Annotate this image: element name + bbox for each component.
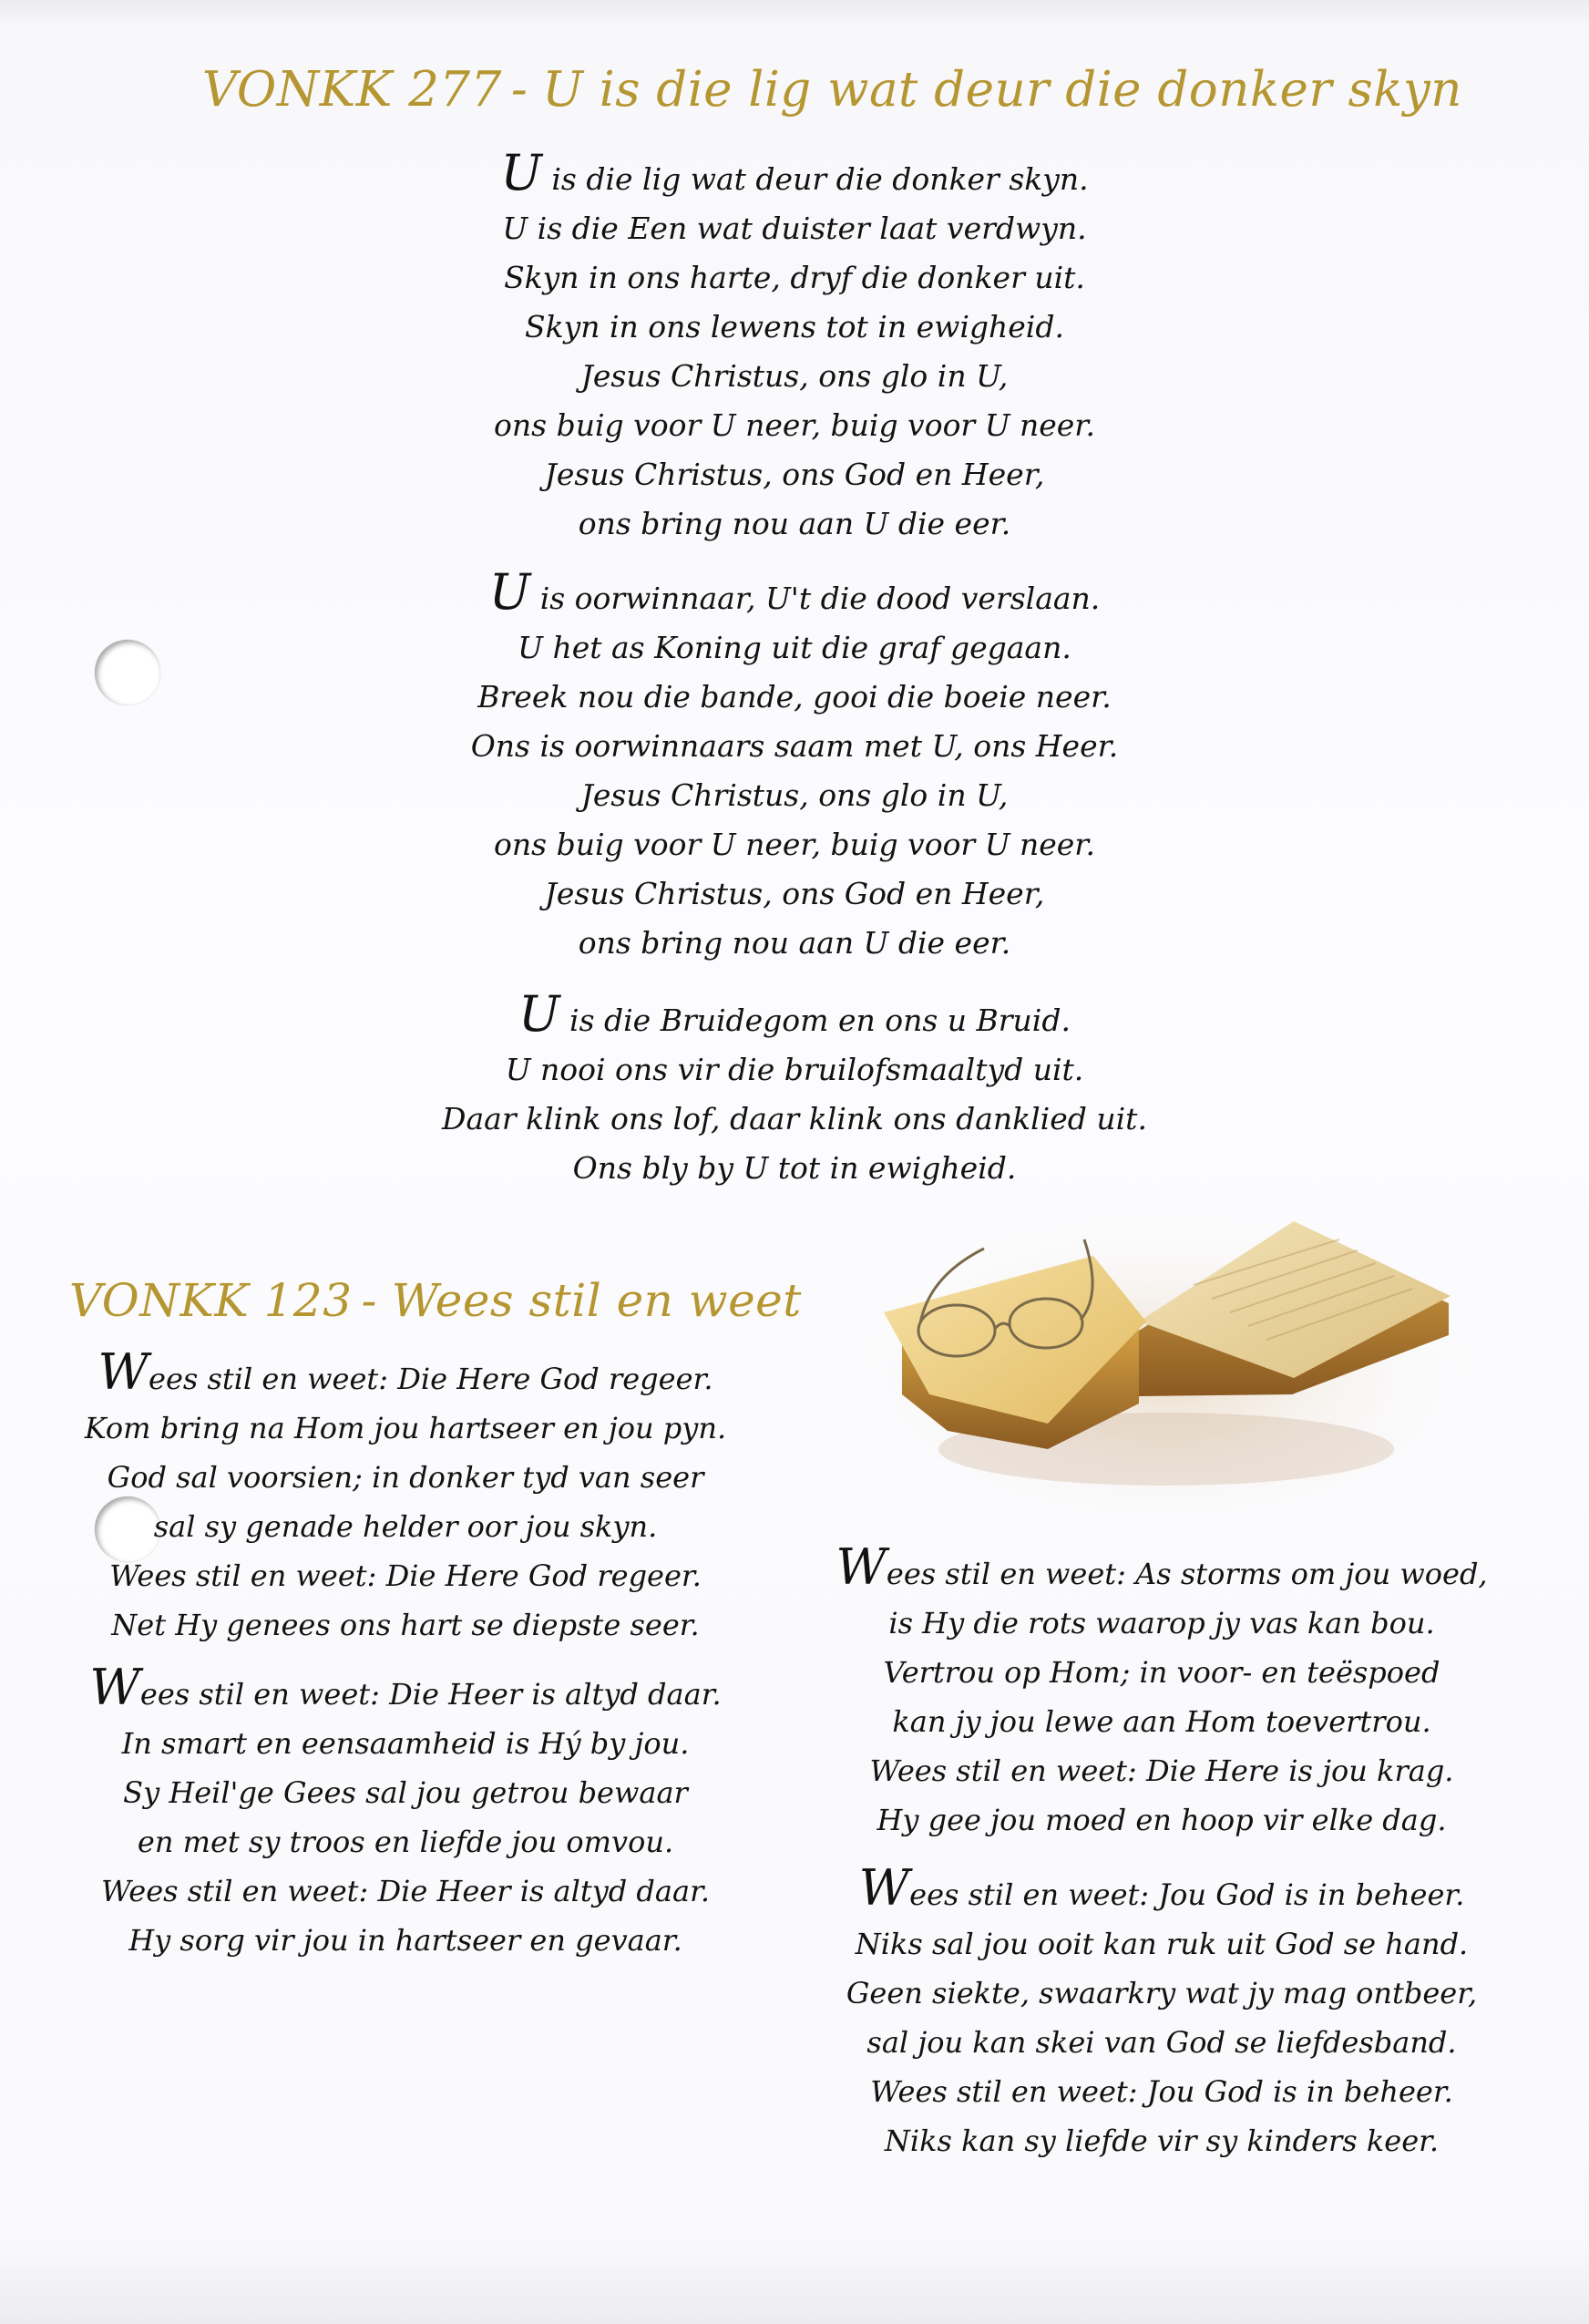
verse-line: Daar klink ons lof, daar klink ons danklied uit.	[442, 1101, 1147, 1136]
verse-line: Net Hy genees ons hart se diepste seer.	[111, 1608, 700, 1642]
verse-line: U nooi ons vir die bruilofsmaaltyd uit.	[505, 1052, 1084, 1087]
verse-line: ons bring nou aan U die eer.	[578, 506, 1011, 541]
hymn-123-verse-1	[55, 1343, 756, 1650]
verse-line: sal sy genade helder oor jou skyn.	[153, 1509, 658, 1544]
verse-line: Breek nou die bande, gooi die boeie neer.	[477, 679, 1112, 715]
hymn-123-verse-4	[802, 1859, 1522, 2165]
hymn-277-number: VONKK 277	[202, 62, 502, 118]
verse-line: U het as Koning uit die graf gegaan.	[518, 630, 1071, 665]
verse-line: Jesus Christus, ons glo in U,	[580, 777, 1009, 813]
verse-line: Wees stil en weet: Die Here God regeer.	[97, 1343, 713, 1401]
verse-line: ons bring nou aan U die eer.	[578, 925, 1011, 961]
hymn-123-number: VONKK 123	[69, 1274, 353, 1327]
hymn-277-verse-2	[339, 563, 1250, 968]
verse-line: Wees stil en weet: Die Here God regeer.	[109, 1558, 702, 1593]
verse-line: Niks sal jou ooit kan ruk uit God se hand.	[855, 1927, 1469, 1961]
hymn-277-dash: -	[510, 62, 528, 118]
drop-cap: W	[97, 1343, 149, 1401]
hymn-123-verse-3	[802, 1538, 1522, 1845]
punch-hole-icon	[95, 640, 160, 705]
verse-line: U is die lig wat deur die donker skyn.	[500, 144, 1089, 201]
verse-line: Sy Heil'ge Gees sal jou getrou bewaar	[123, 1775, 688, 1810]
verse-line: Wees stil en weet: Die Here is jou krag.	[869, 1753, 1454, 1788]
verse-line: Jesus Christus, ons God en Heer,	[544, 876, 1045, 911]
hymn-277-title	[202, 62, 1462, 118]
drop-cap: U	[500, 144, 542, 201]
hymn-277-title-text: U is die lig wat deur die donker skyn	[542, 62, 1462, 118]
verse-line: Ons bly by U tot in ewigheid.	[572, 1150, 1017, 1186]
hymn-123-title	[69, 1274, 802, 1327]
hymn-123-verse-2	[55, 1659, 756, 1965]
verse-line: Jesus Christus, ons God en Heer,	[544, 457, 1045, 492]
verse-line: Wees stil en weet: Die Heer is altyd daar.	[100, 1874, 711, 1908]
hymn-277-verse-1	[339, 144, 1250, 549]
verse-line: Skyn in ons harte, dryf die donker uit.	[504, 260, 1085, 295]
open-book-with-glasses-icon	[866, 1185, 1467, 1513]
verse-line: sal jou kan skei van God se liefdesband.	[866, 2025, 1457, 2060]
verse-line: ons buig voor U neer, buig voor U neer.	[494, 407, 1095, 443]
verse-line: Hy gee jou moed en hoop vir elke dag.	[877, 1803, 1447, 1837]
verse-line: U is die Bruidegom en ons u Bruid.	[518, 985, 1071, 1043]
verse-line: Ons is oorwinnaars saam met U, ons Heer.	[470, 728, 1119, 764]
verse-line: ons buig voor U neer, buig voor U neer.	[494, 827, 1095, 862]
drop-cap: U	[518, 985, 560, 1043]
drop-cap: W	[858, 1859, 910, 1917]
verse-line: Wees stil en weet: As storms om jou woed,	[836, 1538, 1488, 1596]
verse-line: Niks kan sy liefde vir sy kinders keer.	[884, 2123, 1440, 2158]
verse-line: Wees stil en weet: Jou God is in beheer.	[858, 1859, 1465, 1917]
verse-line: Hy sorg vir jou in hartseer en gevaar.	[128, 1923, 682, 1958]
verse-line: Geen siekte, swaarkry wat jy mag ontbeer,	[846, 1976, 1478, 2010]
verse-line: is Hy die rots waarop jy vas kan bou.	[888, 1606, 1435, 1640]
hymn-123-title-text: Wees stil en weet	[391, 1274, 802, 1327]
verse-line: U is die Een wat duister laat verdwyn.	[502, 211, 1087, 246]
verse-line: Kom bring na Hom jou hartseer en jou pyn.	[84, 1411, 727, 1445]
verse-line: Wees stil en weet: Jou God is in beheer.	[870, 2074, 1453, 2109]
verse-line: en met sy troos en liefde jou omvou.	[137, 1825, 674, 1859]
verse-line: Jesus Christus, ons glo in U,	[580, 358, 1009, 394]
verse-line: kan jy jou lewe aan Hom toevertrou.	[892, 1704, 1431, 1739]
hymn-277-verse-3	[339, 985, 1250, 1193]
verse-line: Wees stil en weet: Die Heer is altyd daar.	[89, 1659, 722, 1716]
verse-line: Skyn in ons lewens tot in ewigheid.	[525, 309, 1064, 344]
verse-line: God sal voorsien; in donker tyd van seer	[107, 1460, 704, 1495]
drop-cap: W	[836, 1538, 887, 1596]
verse-line: U is oorwinnaar, U't die dood verslaan.	[488, 563, 1101, 621]
verse-line: In smart en eensaamheid is Hý by jou.	[121, 1726, 690, 1761]
drop-cap: U	[488, 563, 531, 621]
drop-cap: W	[89, 1659, 140, 1716]
verse-line: Vertrou op Hom; in voor- en teëspoed	[883, 1655, 1440, 1690]
hymn-123-dash: -	[361, 1274, 377, 1327]
